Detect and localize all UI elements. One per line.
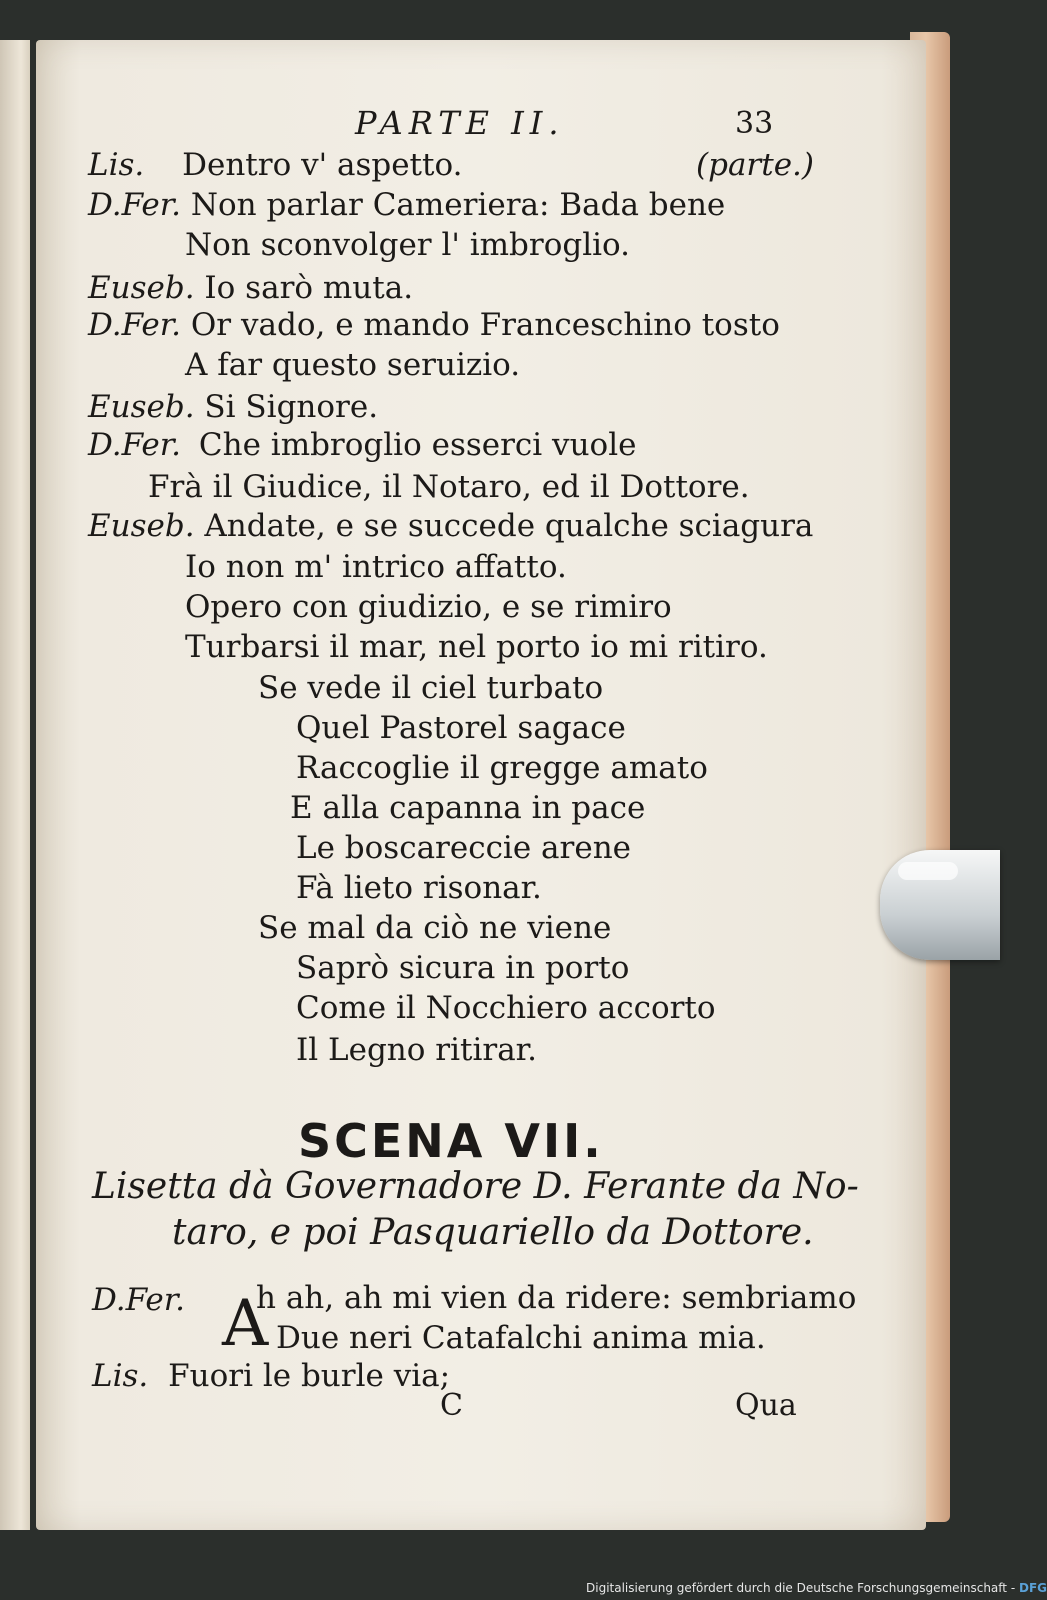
line-8 <box>88 425 636 465</box>
after-line-2: Due neri Catafalchi anima mia. <box>276 1320 766 1356</box>
line-9: Frà il Giudice, il Notaro, ed il Dottore. <box>148 469 750 505</box>
line-text: Non parlar Cameriera: Bada bene <box>190 187 726 223</box>
aria-line-2: Quel Pastorel sagace <box>296 710 626 746</box>
scene-rubric-line-2: taro, e poi Pasquariello da Dottore. <box>172 1212 814 1253</box>
line-text: Andate, e se succede qualche sciagura <box>204 508 814 544</box>
facing-page-edge <box>0 40 30 1530</box>
speaker: Euseb. <box>88 508 195 544</box>
stage-direction: (parte.) <box>696 147 814 183</box>
line-text: Che imbroglio esserci vuole <box>198 427 637 463</box>
aria-line-1: Se vede il ciel turbato <box>258 670 604 706</box>
line-11: Io non m' intrico affatto. <box>185 549 567 585</box>
line-1 <box>88 145 462 185</box>
line-7 <box>88 387 378 427</box>
speaker: D.Fer. <box>88 187 182 223</box>
line-12: Opero con giudizio, e se rimiro <box>185 589 672 625</box>
signature-mark: C <box>440 1388 463 1423</box>
dfg-logo: DFG <box>1018 1581 1047 1595</box>
line-4 <box>88 268 413 308</box>
running-head: PARTE II. <box>355 104 565 142</box>
catchword: Qua <box>735 1388 797 1423</box>
line-10 <box>88 506 813 546</box>
line-13: Turbarsi il mar, nel porto io mi ritiro. <box>185 629 768 665</box>
after-line-1: h ah, ah mi vien da ridere: sembriamo <box>256 1280 857 1316</box>
aria-line-9: Come il Nocchiero accorto <box>296 990 716 1026</box>
line-2 <box>88 185 725 225</box>
speaker: Euseb. <box>88 389 195 425</box>
aria-line-4: E alla capanna in pace <box>290 790 646 826</box>
line-5 <box>88 305 780 345</box>
digitization-footer <box>586 1578 1047 1598</box>
clip-highlight <box>898 862 958 880</box>
drop-cap: A <box>222 1287 269 1361</box>
footer-text: Digitalisierung gefördert durch die Deutsche Forschungsgemeinschaft - <box>586 1581 1016 1595</box>
speaker: Lis. <box>92 1358 149 1394</box>
line-text: Si Signore. <box>204 389 379 425</box>
line-text: Dentro v' aspetto. <box>182 147 463 183</box>
page-clip <box>880 850 1000 960</box>
aria-line-8: Saprò sicura in porto <box>296 950 630 986</box>
line-6: A far questo seruizio. <box>185 347 521 383</box>
speaker: Lis. <box>88 147 145 183</box>
scene-rubric-line-1: Lisetta dà Governadore D. Ferante da No- <box>92 1166 859 1207</box>
speaker: Euseb. <box>88 270 195 306</box>
line-3: Non sconvolger l' imbroglio. <box>185 227 631 263</box>
line-text: Or vado, e mando Franceschino tosto <box>190 307 780 343</box>
aria-line-6: Fà lieto risonar. <box>296 870 542 906</box>
scene-title: SCENA VII. <box>298 1114 604 1168</box>
speaker: D.Fer. <box>88 307 182 343</box>
line-text: Io sarò muta. <box>204 270 414 306</box>
aria-line-7: Se mal da ciò ne viene <box>258 910 612 946</box>
page-number: 33 <box>735 106 774 141</box>
after-line-3 <box>92 1356 450 1396</box>
speaker: D.Fer. <box>88 427 182 463</box>
speaker: D.Fer. <box>92 1282 186 1318</box>
line-text: Fuori le burle via; <box>168 1358 451 1394</box>
aria-line-5: Le boscareccie arene <box>296 830 632 866</box>
aria-line-3: Raccoglie il gregge amato <box>296 750 708 786</box>
aria-line-10: Il Legno ritirar. <box>296 1032 537 1068</box>
